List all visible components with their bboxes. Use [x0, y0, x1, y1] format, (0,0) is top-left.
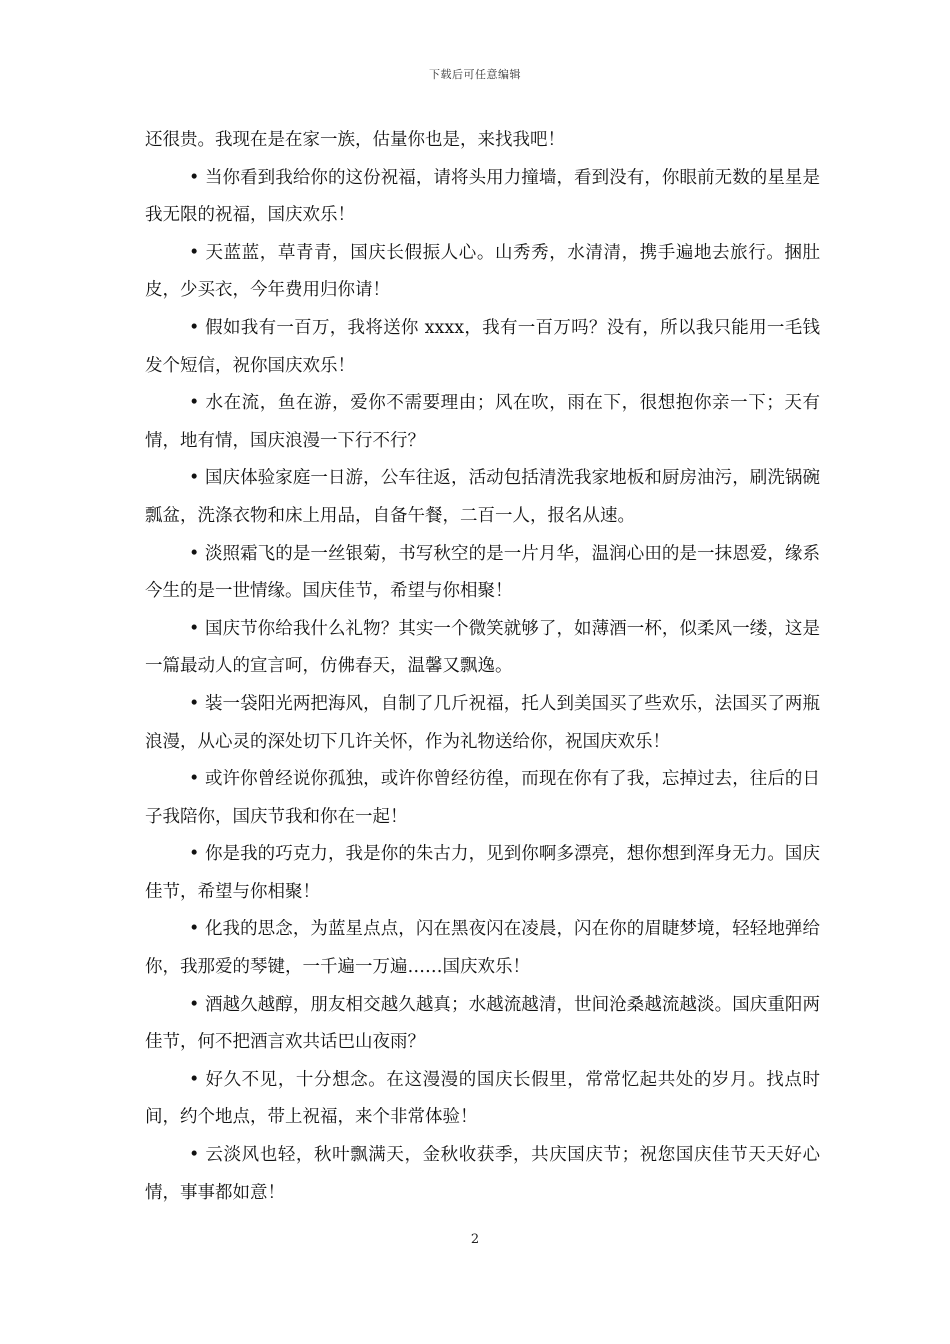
page-header: 下载后可任意编辑	[429, 68, 521, 81]
bullet-paragraph: • 或许你曾经说你孤独，或许你曾经彷徨，而现在你有了我，忘掉过去，往后的日子我陪你，国庆节我和你在一起！	[145, 769, 820, 827]
bullet-paragraph: • 化我的思念，为蓝星点点，闪在黑夜闪在凌晨，闪在你的眉睫梦境，轻轻地弹给你，我那爱的琴键，一千遍一万遍……国庆欢乐！	[145, 919, 820, 978]
bullet-paragraph: • 酒越久越醇，朋友相交越久越真；水越流越清，世间沧桑越流越淡。国庆重阳两佳节，何不把酒言欢共话巴山夜雨？	[145, 994, 820, 1053]
body-text	[145, 122, 820, 1212]
bullet-paragraph: • 好久不见，十分想念。在这漫漫的国庆长假里，常常忆起共处的岁月。找点时间，约个地点，带上祝福，来个非常体验！	[145, 1069, 820, 1128]
bullet-paragraph: • 云淡风也轻，秋叶飘满天，金秋收获季，共庆国庆节；祝您国庆佳节天天好心情，事事都如意！	[145, 1145, 820, 1203]
bullet-paragraph: • 假如我有一百万，我将送你 xxxx，我有一百万吗？没有，所以我只能用一毛钱发个短信，祝你国庆欢乐！	[145, 317, 820, 376]
bullet-paragraph: • 你是我的巧克力，我是你的朱古力，见到你啊多漂亮，想你想到浑身无力。国庆佳节，希望与你相聚！	[145, 844, 820, 902]
bullet-paragraph: • 国庆节你给我什么礼物？其实一个微笑就够了，如薄酒一杯，似柔风一缕，这是一篇最动人的宣言呵，仿佛春天，温馨又飘逸。	[145, 618, 820, 677]
bullet-paragraph: • 当你看到我给你的这份祝福，请将头用力撞墙，看到没有，你眼前无数的星星是我无限的祝福，国庆欢乐！	[145, 167, 820, 226]
bullet-paragraph: • 淡照霜飞的是一丝银菊，书写秋空的是一片月华，温润心田的是一抹恩爱，缘系今生的是一世情缘。国庆佳节，希望与你相聚！	[145, 543, 820, 602]
page-number: 2	[470, 1232, 480, 1247]
bullet-paragraph: • 装一袋阳光两把海风，自制了几斤祝福，托人到美国买了些欢乐，法国买了两瓶浪漫，从心灵的深处切下几许关怀，作为礼物送给你，祝国庆欢乐！	[145, 693, 820, 752]
bullet-paragraph: • 水在流，鱼在游，爱你不需要理由；风在吹，雨在下，很想抱你亲一下；天有情，地有情，国庆浪漫一下行不行？	[145, 393, 820, 451]
bullet-paragraph: • 国庆体验家庭一日游，公车往返，活动包括清洗我家地板和厨房油污，刷洗锅碗瓢盆，洗涤衣物和床上用品，自备午餐，二百一人，报名从速。	[145, 468, 820, 526]
paragraph: 还很贵。我现在是在家一族，估量你也是，来找我吧！	[145, 130, 565, 150]
bullet-paragraph: • 天蓝蓝，草青青，国庆长假振人心。山秀秀，水清清，携手遍地去旅行。捆肚皮，少买衣，今年费用归你请！	[145, 242, 820, 301]
